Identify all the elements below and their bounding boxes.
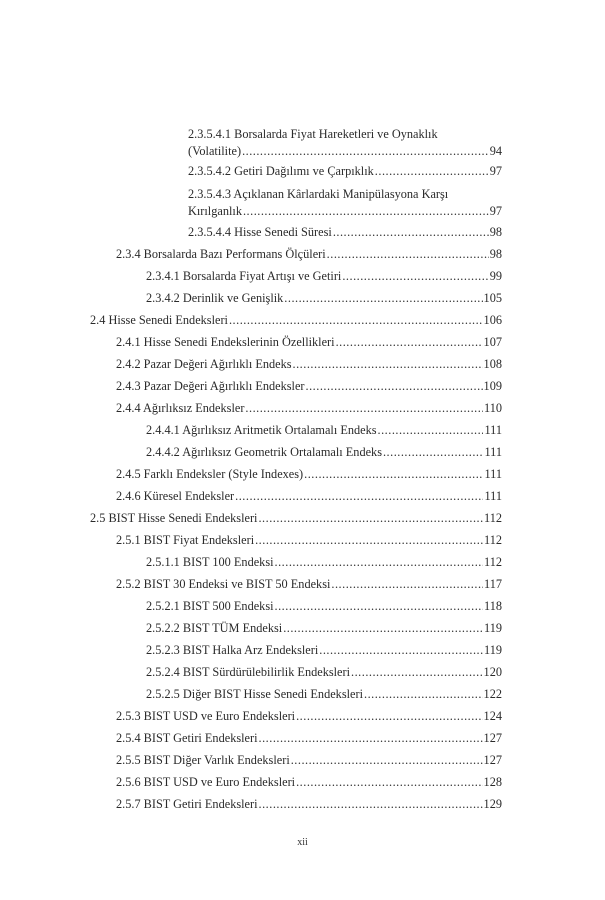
dot-leader <box>245 401 483 416</box>
toc-entry-page: 129 <box>483 797 502 811</box>
toc-entry-page: 111 <box>484 489 502 503</box>
toc-entry[interactable] <box>116 379 502 394</box>
toc-entry-page: 110 <box>484 401 502 415</box>
toc-entry[interactable] <box>116 753 502 768</box>
toc-entry[interactable] <box>188 225 502 240</box>
toc-entry[interactable] <box>146 423 502 438</box>
toc-entry-title: 2.4 Hisse Senedi Endeksleri <box>90 313 228 327</box>
toc-entry[interactable] <box>116 775 502 790</box>
toc-entry-page: 109 <box>483 379 502 393</box>
dot-leader <box>259 731 483 746</box>
dot-leader <box>283 621 483 636</box>
toc-entry[interactable] <box>146 445 502 460</box>
toc-entry-page: 108 <box>483 357 502 371</box>
toc-entry-page: 120 <box>483 665 502 679</box>
toc-entry-title: 2.3.4 Borsalarda Bazı Performans Ölçüleri <box>116 247 326 261</box>
dot-leader <box>383 445 483 460</box>
dot-leader <box>296 709 482 724</box>
dot-leader <box>258 511 483 526</box>
toc-entry[interactable] <box>116 489 502 504</box>
dot-leader <box>235 489 483 504</box>
dot-leader <box>375 164 489 179</box>
toc-entry-page: 106 <box>483 313 502 327</box>
toc-entry-page: 119 <box>484 621 502 635</box>
toc-entry[interactable] <box>146 643 502 658</box>
toc-entry-page: 97 <box>489 204 502 218</box>
toc-entry-title: 2.4.4.1 Ağırlıksız Aritmetik Ortalamalı Endeks <box>146 423 377 437</box>
toc-entry[interactable] <box>146 687 502 702</box>
toc-entry-title: 2.5.2.4 BIST Sürdürülebilirlik Endeksleri <box>146 665 351 679</box>
toc-entry-page: 94 <box>489 144 502 158</box>
toc-entry-title: 2.4.4 Ağırlıksız Endeksler <box>116 401 245 415</box>
toc-entry[interactable] <box>116 533 502 548</box>
toc-entry-title: 2.4.4.2 Ağırlıksız Geometrik Ortalamalı Endeks <box>146 445 382 459</box>
toc-entry-title: 2.5.2.3 BIST Halka Arz Endeksleri <box>146 643 319 657</box>
toc-entry-title: 2.5.7 BIST Getiri Endeksleri <box>116 797 258 811</box>
toc-entry-page: 111 <box>484 467 502 481</box>
dot-leader <box>296 775 482 790</box>
toc-entry-title: 2.5.6 BIST USD ve Euro Endeksleri <box>116 775 296 789</box>
toc-entry-page: 98 <box>489 225 502 239</box>
toc-entry-page: 127 <box>483 731 502 745</box>
dot-leader <box>275 599 483 614</box>
dot-leader <box>243 203 489 220</box>
toc-entry-title: 2.3.4.2 Derinlik ve Genişlik <box>146 291 284 305</box>
dot-leader <box>319 643 483 658</box>
toc-entry[interactable] <box>188 126 502 160</box>
toc-entry-page: 122 <box>483 687 502 701</box>
toc-entry[interactable] <box>116 731 502 746</box>
toc-entry-title: 2.4.3 Pazar Değeri Ağırlıklı Endeksler <box>116 379 305 393</box>
toc-entry[interactable] <box>116 247 502 262</box>
toc-entry[interactable] <box>146 621 502 636</box>
toc-entry-page: 97 <box>489 164 502 178</box>
toc-entry-title: 2.5.2.2 BIST TÜM Endeksi <box>146 621 283 635</box>
toc-entry-page: 99 <box>489 269 502 283</box>
dot-leader <box>364 687 483 702</box>
toc-entry-page: 128 <box>483 775 502 789</box>
toc-entry-title: 2.5.2.1 BIST 500 Endeksi <box>146 599 274 613</box>
dot-leader <box>342 269 488 284</box>
toc-entry-page: 112 <box>484 555 502 569</box>
dot-leader <box>306 379 483 394</box>
toc-entry-title: 2.5.3 BIST USD ve Euro Endeksleri <box>116 709 296 723</box>
toc-entry-title: 2.5 BIST Hisse Senedi Endeksleri <box>90 511 258 525</box>
toc-entry-title: 2.4.5 Farklı Endeksler (Style Indexes) <box>116 467 304 481</box>
dot-leader <box>242 143 489 160</box>
dot-leader <box>259 797 483 812</box>
dot-leader <box>293 357 483 372</box>
toc-entry-title-line: 2.3.5.4.3 Açıklanan Kârlardaki Manipülasyona Karşı <box>188 187 449 201</box>
page-number: xii <box>297 837 308 848</box>
toc-entry-page: 118 <box>484 599 502 613</box>
toc-entry[interactable] <box>116 467 502 482</box>
toc-entry[interactable] <box>188 186 502 220</box>
dot-leader <box>291 753 483 768</box>
dot-leader <box>304 467 483 482</box>
toc-entry-title: 2.5.2.5 Diğer BIST Hisse Senedi Endeksleri <box>146 687 363 701</box>
toc-entry[interactable] <box>146 665 502 680</box>
dot-leader <box>327 247 489 262</box>
toc-entry-title: 2.4.2 Pazar Değeri Ağırlıklı Endeks <box>116 357 292 371</box>
toc-entry-title: 2.3.4.1 Borsalarda Fiyat Artışı ve Getiri <box>146 269 342 283</box>
toc-entry[interactable] <box>116 797 502 812</box>
toc-entry-page: 98 <box>489 247 502 261</box>
toc-entry-title: 2.5.2 BIST 30 Endeksi ve BIST 50 Endeksi <box>116 577 331 591</box>
toc-entry[interactable] <box>116 577 502 592</box>
toc-entry-title: (Volatilite) <box>188 144 242 158</box>
toc-entry[interactable] <box>146 599 502 614</box>
dot-leader <box>378 423 484 438</box>
toc-entry[interactable] <box>146 291 502 306</box>
toc-entry-page: 111 <box>484 423 502 437</box>
toc-entry[interactable] <box>116 335 502 350</box>
toc-entry[interactable] <box>146 555 502 570</box>
dot-leader <box>333 225 489 240</box>
dot-leader <box>331 577 483 592</box>
toc-entry[interactable] <box>116 357 502 372</box>
toc-entry-title: 2.5.5 BIST Diğer Varlık Endeksleri <box>116 753 290 767</box>
toc-entry-title: 2.5.1 BIST Fiyat Endeksleri <box>116 533 255 547</box>
toc-entry[interactable] <box>188 164 502 179</box>
toc-entry-title: 2.3.5.4.4 Hisse Senedi Süresi <box>188 225 332 239</box>
toc-entry[interactable] <box>146 269 502 284</box>
toc-entry-page: 117 <box>484 577 502 591</box>
toc-entry-page: 112 <box>484 511 502 525</box>
toc-entry-title: 2.4.6 Küresel Endeksler <box>116 489 235 503</box>
toc-entry-page: 112 <box>484 533 502 547</box>
dot-leader <box>255 533 483 548</box>
toc-entry[interactable] <box>90 313 502 328</box>
toc-entry-page: 111 <box>484 445 502 459</box>
dot-leader <box>275 555 483 570</box>
dot-leader <box>284 291 482 306</box>
dot-leader <box>336 335 483 350</box>
toc-entry[interactable] <box>116 401 502 416</box>
toc-entry-page: 107 <box>483 335 502 349</box>
toc-entry[interactable] <box>90 511 502 526</box>
toc-entry-title: 2.5.1.1 BIST 100 Endeksi <box>146 555 274 569</box>
toc-entry-page: 105 <box>483 291 502 305</box>
dot-leader <box>351 665 483 680</box>
toc-entry-title: 2.3.5.4.2 Getiri Dağılımı ve Çarpıklık <box>188 164 374 178</box>
toc-entry-title-line: 2.3.5.4.1 Borsalarda Fiyat Hareketleri ve Oynaklık <box>188 127 438 141</box>
toc-entry-title: 2.4.1 Hisse Senedi Endekslerinin Özellikleri <box>116 335 335 349</box>
toc-entry-title: 2.5.4 BIST Getiri Endeksleri <box>116 731 258 745</box>
dot-leader <box>229 313 483 328</box>
toc-entry[interactable] <box>116 709 502 724</box>
toc-entry-title: Kırılganlık <box>188 204 242 218</box>
toc-entry-page: 127 <box>483 753 502 767</box>
toc-entry-page: 124 <box>483 709 502 723</box>
toc-entry-page: 119 <box>484 643 502 657</box>
